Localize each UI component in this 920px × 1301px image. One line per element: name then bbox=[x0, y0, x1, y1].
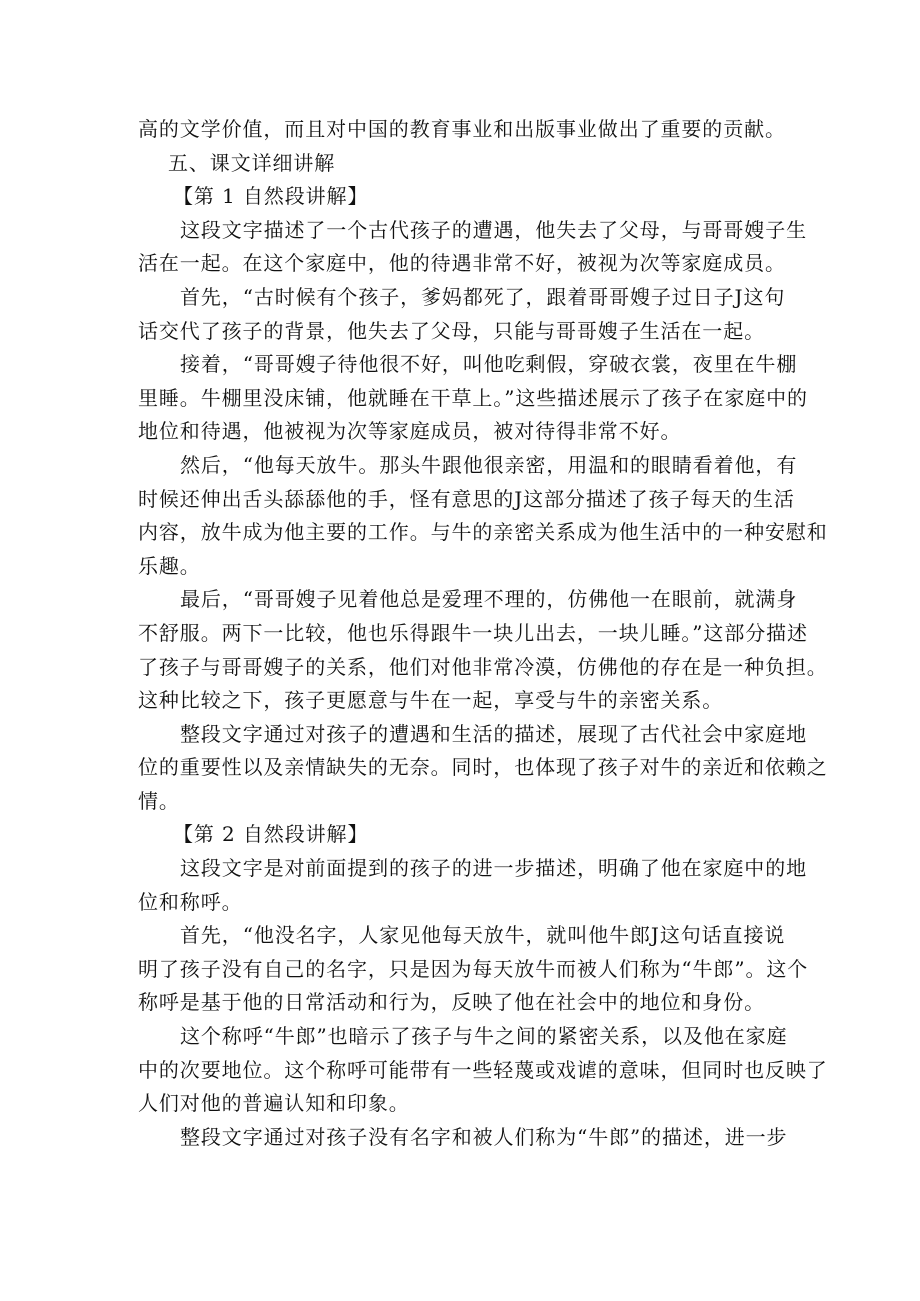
paragraph-line: 内容，放牛成为他主要的工作。与牛的亲密关系成为他生活中的一种安慰和 bbox=[138, 520, 828, 545]
paragraph-line: 称呼是基于他的日常活动和行为，反映了他在社会中的地位和身份。 bbox=[138, 990, 765, 1015]
para-1-heading bbox=[138, 180, 798, 214]
paragraph-line: 活在一起。在这个家庭中，他的待遇非常不好，被视为次等家庭成员。 bbox=[138, 251, 786, 276]
paragraph-line: 高的文学价值，而且对中国的教育事业和出版事业做出了重要的贡献。 bbox=[138, 117, 786, 141]
p1-finally bbox=[138, 583, 828, 717]
paragraph-line: 首先，“古时候有个孩子，爹妈都死了，跟着哥哥嫂子过日子J这句 bbox=[180, 284, 786, 309]
paragraph-line: 位和称呼。 bbox=[138, 889, 243, 914]
paragraph-line: 最后，“哥哥嫂子见着他总是爱理不理的，仿佛他一在眼前，就满身 bbox=[180, 587, 798, 612]
paragraph-line: 这种比较之下，孩子更愿意与牛在一起，享受与牛的亲密关系。 bbox=[138, 688, 724, 713]
paragraph-line: 话交代了孩子的背景，他失去了父母，只能与哥哥嫂子生活在一起。 bbox=[138, 318, 765, 343]
paragraph-line: 这段文字描述了一个古代孩子的遭遇，他失去了父母，与哥哥嫂子生 bbox=[180, 217, 807, 242]
para-2-heading bbox=[138, 818, 798, 852]
paragraph-line: 地位和待遇，他被视为次等家庭成员，被对待得非常不好。 bbox=[138, 419, 682, 444]
paragraph-line: 位的重要性以及亲情缺失的无奈。同时，也体现了孩子对牛的亲近和依赖之 bbox=[138, 755, 828, 780]
p2-conclusion bbox=[138, 1121, 798, 1155]
heading-line: 【第 2 自然段讲解】 bbox=[173, 822, 369, 847]
paragraph-line: 不舒服。两下一比较，他也乐得跟牛一块儿出去，一块儿睡。”这部分描述 bbox=[138, 620, 808, 645]
paragraph-line: 中的次要地位。这个称呼可能带有一些轻蔑或戏谑的意味，但同时也反映了 bbox=[138, 1057, 828, 1082]
document-body bbox=[138, 113, 828, 1154]
p1-then bbox=[138, 449, 828, 583]
paragraph-line: 接着，“哥哥嫂子待他很不好，叫他吃剩假，穿破衣裳，夜里在牛棚 bbox=[180, 352, 798, 377]
p2-summary bbox=[138, 852, 807, 919]
heading-line: 五、课文详细讲解 bbox=[168, 150, 336, 175]
paragraph-line: 整段文字通过对孩子没有名字和被人们称为“牛郎”的描述，进一步 bbox=[180, 1124, 788, 1149]
paragraph-line: 然后，“他每天放牛。那头牛跟他很亲密，用温和的眼睛看着他，有 bbox=[180, 452, 798, 477]
p2-first bbox=[138, 919, 809, 1020]
heading-line: 【第 1 自然段讲解】 bbox=[173, 184, 369, 209]
p1-summary bbox=[138, 214, 807, 281]
paragraph-line: 整段文字通过对孩子的遭遇和生活的描述，展现了古代社会中家庭地 bbox=[180, 721, 807, 746]
paragraph-line: 了孩子与哥哥嫂子的关系，他们对他非常冷漠，仿佛他的存在是一种负担。 bbox=[138, 654, 828, 679]
intro-tail bbox=[138, 113, 798, 147]
paragraph-line: 人们对他的普遍认知和印象。 bbox=[138, 1091, 410, 1116]
paragraph-line: 明了孩子没有自己的名字，只是因为每天放牛而被人们称为“牛郎”。这个 bbox=[138, 956, 809, 981]
paragraph-line: 时候还伸出舌头舔舔他的手，怪有意思的J这部分描述了孩子每天的生活 bbox=[138, 486, 795, 511]
paragraph-line: 这个称呼“牛郎”也暗示了孩子与牛之间的紧密关系，以及他在家庭 bbox=[180, 1024, 788, 1049]
p2-hint bbox=[138, 1020, 828, 1121]
paragraph-line: 这段文字是对前面提到的孩子的进一步描述，明确了他在家庭中的地 bbox=[180, 856, 807, 881]
paragraph-line: 里睡。牛棚里没床铺，他就睡在干草上。”这些描述展示了孩子在家庭中的 bbox=[138, 385, 808, 410]
p1-first bbox=[138, 281, 798, 348]
p1-next bbox=[138, 348, 808, 449]
section-five-heading bbox=[138, 147, 798, 181]
paragraph-line: 首先，“他没名字，人家见他每天放牛，就叫他牛郎J这句话直接说 bbox=[180, 923, 786, 948]
paragraph-line: 乐趣。 bbox=[138, 553, 201, 578]
p1-conclusion bbox=[138, 718, 828, 819]
paragraph-line: 情。 bbox=[138, 788, 180, 813]
